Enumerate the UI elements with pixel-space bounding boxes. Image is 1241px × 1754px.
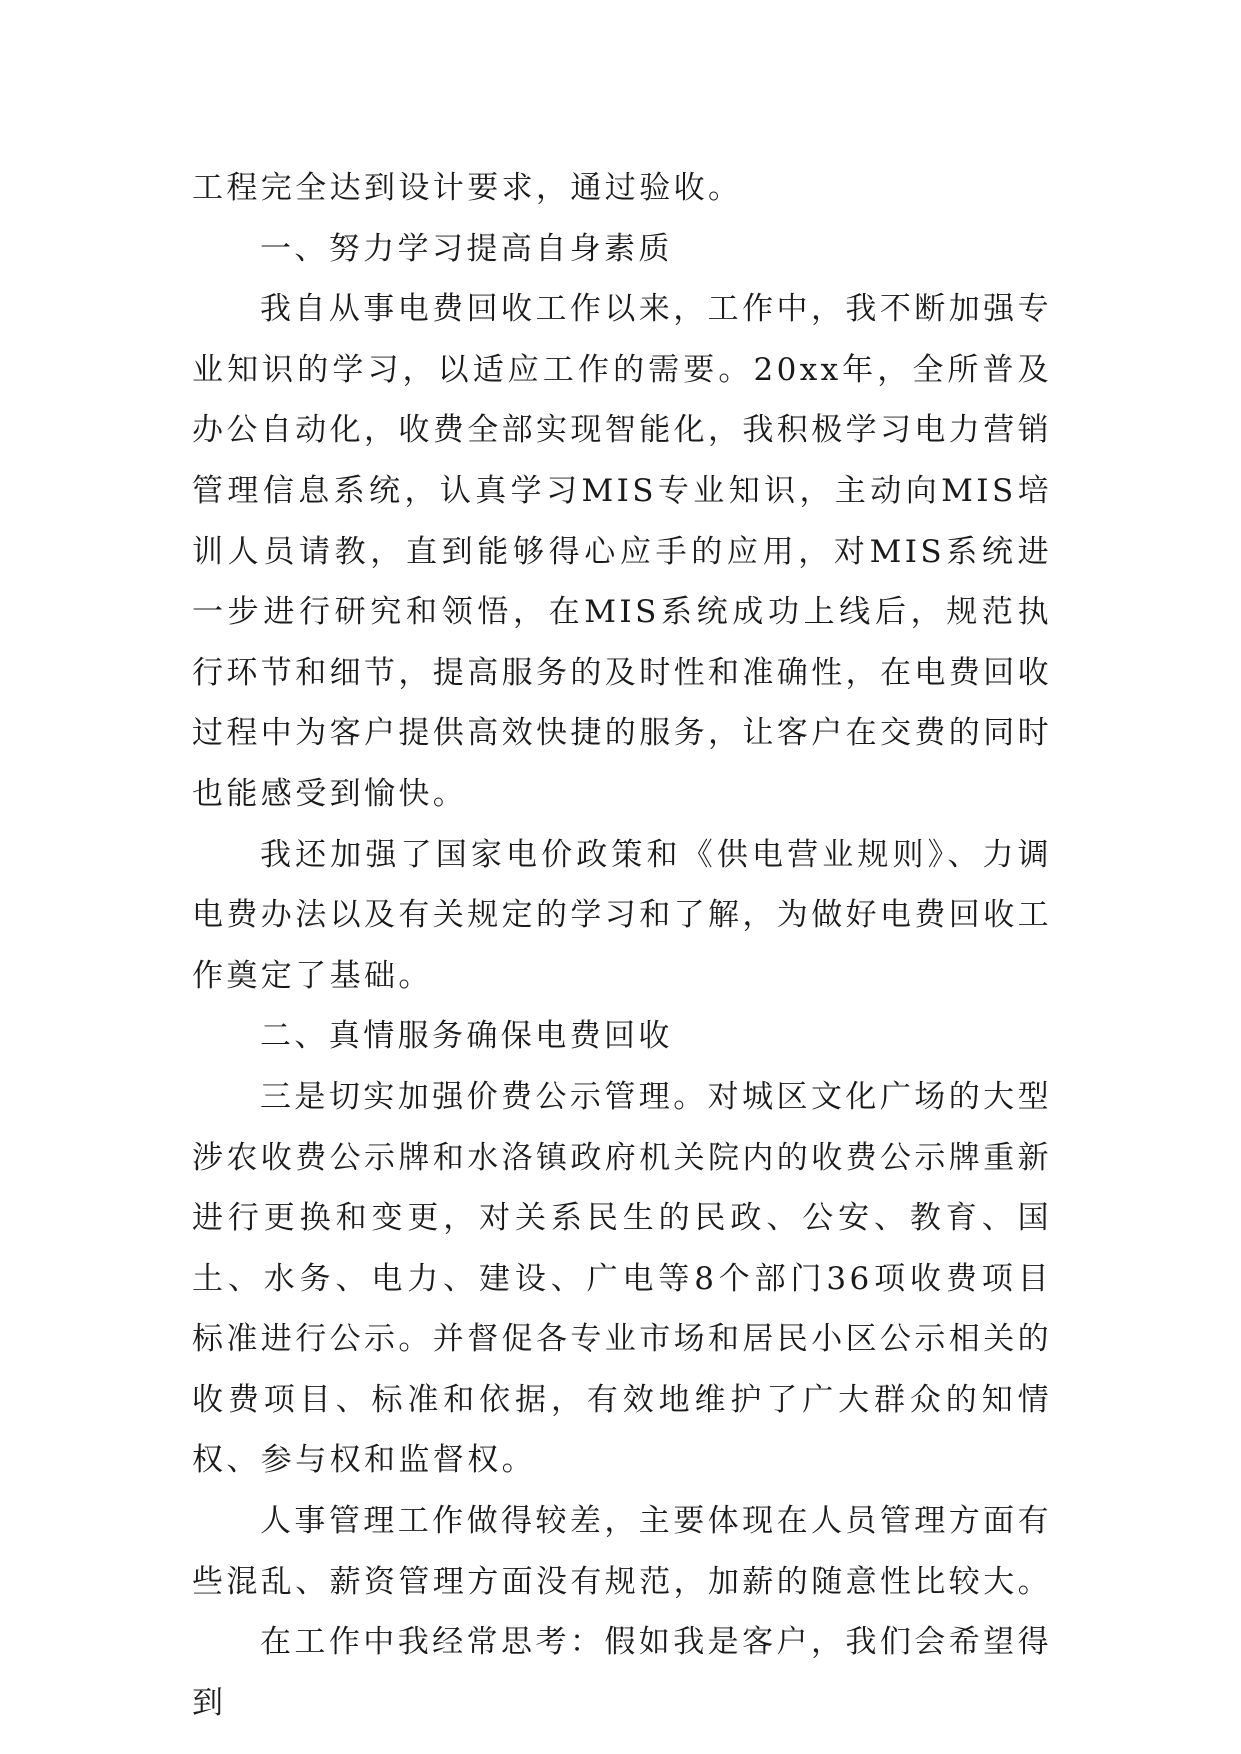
paragraph-6: 在工作中我经常思考：假如我是客户，我们会希望得到 — [192, 1624, 1052, 1721]
document-body — [192, 158, 1052, 1733]
paragraph-4: 三是切实加强价费公示管理。对城区文化广场的大型涉农收费公示牌和水洛镇政府机关院内的收费公示牌重新进行更换和变更，对关系民生的民政、公安、教育、国土、水务、电力、建设、广电等8个部门36项收费项目标准进行公示。并督促各专业市场和居民小区公示相关的收费项目、标准和依据，有效地维护了广大群众的知情权、参与权和监督权。 — [192, 1078, 1052, 1479]
paragraph-2: 我自从事电费回收工作以来，工作中，我不断加强专业知识的学习，以适应工作的需要。20xx年，全所普及办公自动化，收费全部实现智能化，我积极学习电力营销管理信息系统，认真学习MIS专业知识，主动向MIS培训人员请教，直到能够得心应手的应用，对MIS系统进一步进行研究和领悟，在MIS系统成功上线后，规范执行环节和细节，提高服务的及时性和准确性，在电费回收过程中为客户提供高效快捷的服务，让客户在交费的同时也能感受到愉快。 — [192, 291, 1052, 812]
paragraph-1: 工程完全达到设计要求，通过验收。 — [192, 170, 743, 206]
paragraph-5: 人事管理工作做得较差，主要体现在人员管理方面有些混乱、薪资管理方面没有规范，加薪的随意性比较大。 — [192, 1503, 1052, 1600]
section-heading-1: 一、努力学习提高自身素质 — [260, 230, 673, 267]
paragraph-3: 我还加强了国家电价政策和《供电营业规则》、力调电费办法以及有关规定的学习和了解，为做好电费回收工作奠定了基础。 — [192, 836, 1052, 994]
section-heading-2: 二、真情服务确保电费回收 — [260, 1018, 673, 1055]
